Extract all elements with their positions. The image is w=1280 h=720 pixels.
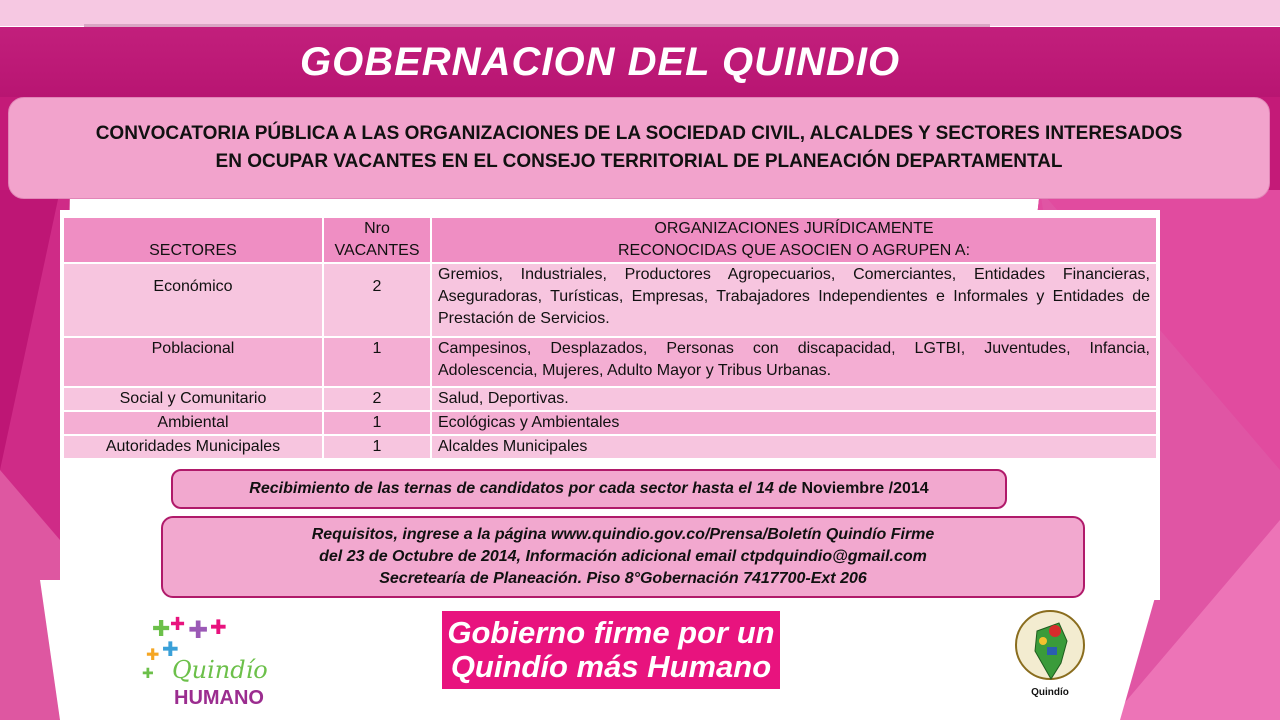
deadline-text: Recibimiento de las ternas de candidatos por cada sector hasta el 14 de xyxy=(249,480,802,497)
page-title: GOBERNACION DEL QUINDIO xyxy=(300,40,901,84)
quindio-humano-logo xyxy=(140,612,290,712)
cell-vacantes: 1 xyxy=(323,435,431,459)
banner-line-2: EN OCUPAR VACANTES EN EL CONSEJO TERRITORIAL DE PLANEACIÓN DEPARTAMENTAL xyxy=(215,151,1063,172)
table-row xyxy=(63,435,1157,459)
svg-text:✚: ✚ xyxy=(162,637,179,661)
requirements-line-1: Requisitos, ingrese a la página www.quindio.gov.co/Prensa/Boletín Quindío Firme xyxy=(311,526,935,543)
cell-sector: Social y Comunitario xyxy=(63,387,323,411)
cell-sector: Autoridades Municipales xyxy=(63,435,323,459)
svg-text:✚: ✚ xyxy=(210,615,227,639)
requirements-line-3: Secretearía de Planeación. Piso 8°Gobernación 7417700-Ext 206 xyxy=(379,570,867,587)
table-row xyxy=(63,337,1157,387)
table-row xyxy=(63,411,1157,435)
cell-vacantes: 1 xyxy=(323,411,431,435)
cell-vacantes: 2 xyxy=(323,387,431,411)
table-row xyxy=(63,263,1157,337)
banner-line-1: CONVOCATORIA PÚBLICA A LAS ORGANIZACIONES DE LA SOCIEDAD CIVIL, ALCALDES Y SECTORES INTERESADOS xyxy=(95,123,1183,144)
logo-right-label: Quindío xyxy=(1031,687,1069,698)
logo-center-line1: Gobierno firme por un xyxy=(447,615,775,650)
cell-organizaciones: Ecológicas y Ambientales xyxy=(431,411,1157,435)
cell-sector: Económico xyxy=(63,263,323,337)
cell-vacantes: 1 xyxy=(323,337,431,387)
logo-center-line2: Quindío más Humano xyxy=(450,649,772,684)
table-row xyxy=(63,387,1157,411)
svg-text:✚: ✚ xyxy=(142,666,154,682)
gobierno-firme-logo xyxy=(442,611,780,689)
logo-left-line1: Quindío xyxy=(172,656,268,684)
header-nro-line1: Nro xyxy=(364,220,390,237)
cell-sector: Poblacional xyxy=(63,337,323,387)
header-nro-line2: VACANTES xyxy=(334,242,420,259)
cell-organizaciones: Salud, Deportivas. xyxy=(431,387,1157,411)
cell-organizaciones: Gremios, Industriales, Productores Agropecuarios, Comerciantes, Entidades Financieras, Aseguradoras, Turísticas, Empresas, Trabajadores Independientes e Informales y Entidades de Prestación de Servicios. xyxy=(431,263,1157,337)
svg-text:✚: ✚ xyxy=(170,614,186,635)
svg-text:✚: ✚ xyxy=(188,616,209,644)
svg-text:✚: ✚ xyxy=(152,617,171,642)
cell-organizaciones: Campesinos, Desplazados, Personas con discapacidad, LGTBI, Juventudes, Infancia, Adolescencia, Mujeres, Adulto Mayor y Tribus Urbanas. xyxy=(431,337,1157,387)
cell-vacantes: 2 xyxy=(323,263,431,337)
header-org-line1: ORGANIZACIONES JURÍDICAMENTE xyxy=(654,220,934,237)
top-strip xyxy=(0,0,1280,26)
header-nro-vacantes xyxy=(323,217,431,263)
header-organizaciones xyxy=(431,217,1157,263)
announcement-banner xyxy=(8,97,1270,199)
header-org-line2: RECONOCIDAS QUE ASOCIEN O AGRUPEN A: xyxy=(617,242,971,259)
svg-text:✚: ✚ xyxy=(146,645,160,664)
logo-left-line2: HUMANO xyxy=(174,687,264,709)
requirements-line-2: del 23 de Octubre de 2014, Información adicional email ctpdquindio@gmail.com xyxy=(319,548,927,565)
deadline-date: Noviembre /2014 xyxy=(801,480,929,497)
consejo-territorial-seal xyxy=(1007,601,1093,701)
header-sectores: SECTORES xyxy=(63,217,323,263)
cell-organizaciones: Alcaldes Municipales xyxy=(431,435,1157,459)
sectors-table xyxy=(62,216,1158,460)
deadline-notice xyxy=(171,469,1007,509)
cell-sector: Ambiental xyxy=(63,411,323,435)
table-header-row xyxy=(63,217,1157,263)
requirements-box xyxy=(161,516,1085,598)
